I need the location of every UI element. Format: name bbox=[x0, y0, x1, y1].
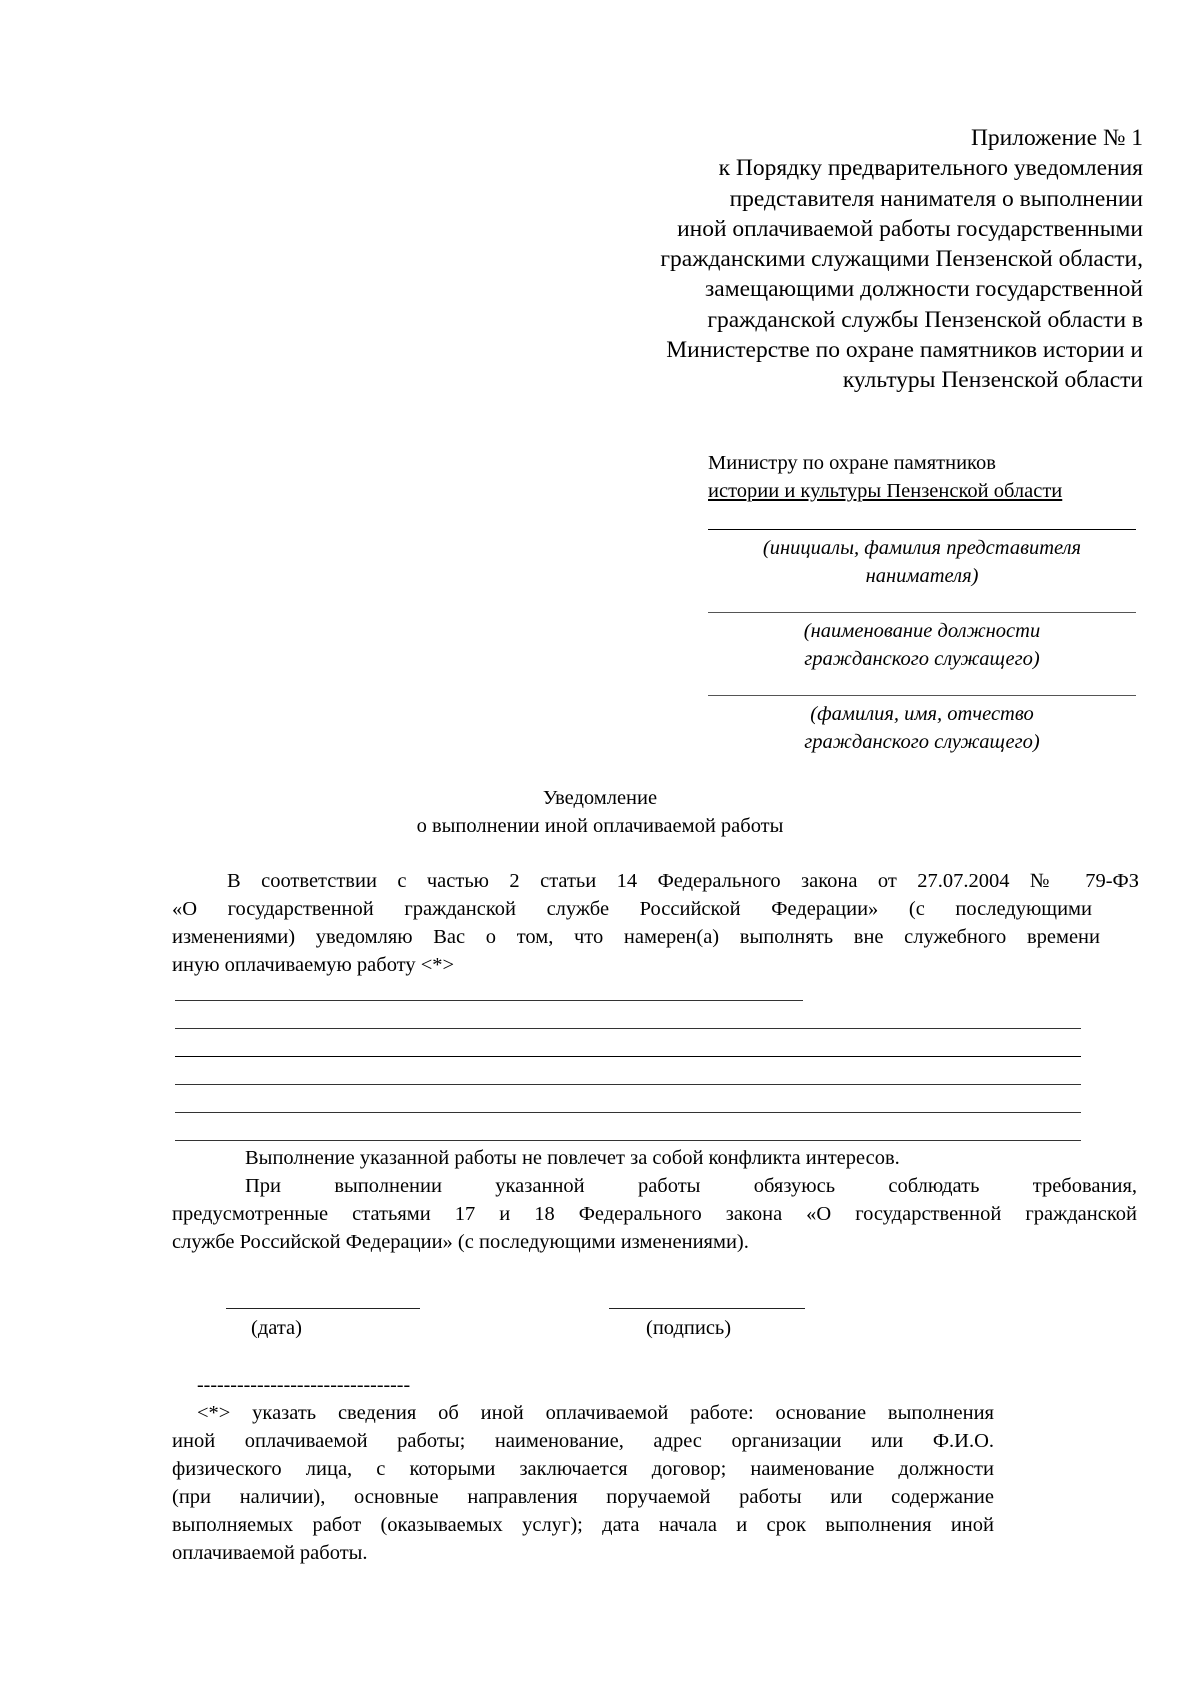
work-description-line[interactable] bbox=[175, 1140, 1081, 1141]
appendix-line: представителя нанимателя о выполнении bbox=[729, 185, 1143, 212]
position-caption bbox=[708, 617, 1136, 673]
appendix-line: к Порядку предварительного уведомления bbox=[718, 155, 1143, 182]
position-line[interactable] bbox=[708, 612, 1136, 613]
caption-text: (наименование должности bbox=[803, 620, 1041, 642]
footnote-separator: -------------------------------- bbox=[197, 1374, 411, 1396]
paragraph-line: предусмотренные статьями 17 и 18 Федерального закона «О государственной гражданской bbox=[172, 1203, 1137, 1225]
main-paragraph bbox=[172, 867, 1137, 979]
document-title bbox=[0, 784, 1200, 840]
caption-text: нанимателя) bbox=[865, 565, 979, 587]
title-subline: о выполнении иной оплачиваемой работы bbox=[416, 815, 784, 837]
signature-line[interactable] bbox=[609, 1308, 805, 1309]
appendix-line: Министерстве по охране памятников истории и bbox=[666, 337, 1143, 364]
appendix-line: культуры Пензенской области bbox=[842, 367, 1143, 394]
appendix-line: гражданской службы Пензенской области в bbox=[707, 306, 1143, 333]
work-description-line[interactable] bbox=[175, 1000, 803, 1001]
footnote-line: оплачиваемой работы. bbox=[172, 1542, 368, 1564]
caption-text: (инициалы, фамилия представителя bbox=[762, 537, 1082, 559]
appendix-line: иной оплачиваемой работы государственными bbox=[677, 215, 1143, 242]
appendix-line: замещающими должности государственной bbox=[705, 276, 1143, 303]
paragraph-line: иную оплачиваемую работу <*> bbox=[172, 954, 455, 976]
signature-caption: (подпись) bbox=[646, 1317, 732, 1339]
representative-name-line[interactable] bbox=[708, 529, 1136, 530]
footnote-line: (при наличии), основные направления поручаемой работы или содержание bbox=[172, 1486, 994, 1508]
date-caption: (дата) bbox=[251, 1317, 302, 1339]
addressee-line: истории и культуры Пензенской области bbox=[708, 480, 1063, 502]
paragraph-line: В соответствии с частью 2 статьи 14 Федерального закона от 27.07.2004 № 79-ФЗ bbox=[227, 870, 1139, 892]
appendix-header bbox=[523, 123, 1143, 396]
full-name-caption bbox=[708, 700, 1136, 756]
representative-caption bbox=[708, 534, 1136, 590]
footnote-line: иной оплачиваемой работы; наименование, адрес организации или Ф.И.О. bbox=[172, 1430, 994, 1452]
appendix-line: Приложение № 1 bbox=[970, 125, 1143, 151]
caption-text: гражданского служащего) bbox=[804, 731, 1040, 753]
appendix-line: гражданскими служащими Пензенской области, bbox=[660, 246, 1143, 273]
work-description-line[interactable] bbox=[175, 1028, 1081, 1029]
caption-text: гражданского служащего) bbox=[804, 648, 1040, 670]
date-line[interactable] bbox=[226, 1308, 420, 1309]
work-description-line[interactable] bbox=[175, 1112, 1081, 1113]
paragraph-line: службе Российской Федерации» (с последующими изменениями). bbox=[172, 1231, 749, 1253]
paragraph-line: «О государственной гражданской службе Российской Федерации» (с последующими bbox=[172, 898, 1092, 920]
work-description-line[interactable] bbox=[175, 1056, 1081, 1057]
full-name-line[interactable] bbox=[708, 695, 1136, 696]
obligations-paragraph bbox=[172, 1144, 1137, 1256]
addressee-block bbox=[708, 449, 1136, 505]
caption-text: (фамилия, имя, отчество bbox=[810, 703, 1034, 725]
paragraph-line: При выполнении указанной работы обязуюсь соблюдать требования, bbox=[245, 1175, 1137, 1197]
footnote bbox=[172, 1399, 994, 1567]
paragraph-line: изменениями) уведомляю Вас о том, что намерен(а) выполнять вне служебного времени bbox=[172, 926, 1100, 948]
work-description-line[interactable] bbox=[175, 1084, 1081, 1085]
footnote-line: <*> указать сведения об иной оплачиваемой работе: основание выполнения bbox=[197, 1402, 994, 1424]
title-line: Уведомление bbox=[542, 787, 658, 809]
footnote-line: выполняемых работ (оказываемых услуг); дата начала и срок выполнения иной bbox=[172, 1514, 994, 1536]
footnote-line: физического лица, с которыми заключается договор; наименование должности bbox=[172, 1458, 994, 1480]
addressee-line: Министру по охране памятников bbox=[708, 452, 996, 474]
paragraph-line: Выполнение указанной работы не повлечет за собой конфликта интересов. bbox=[245, 1147, 900, 1169]
